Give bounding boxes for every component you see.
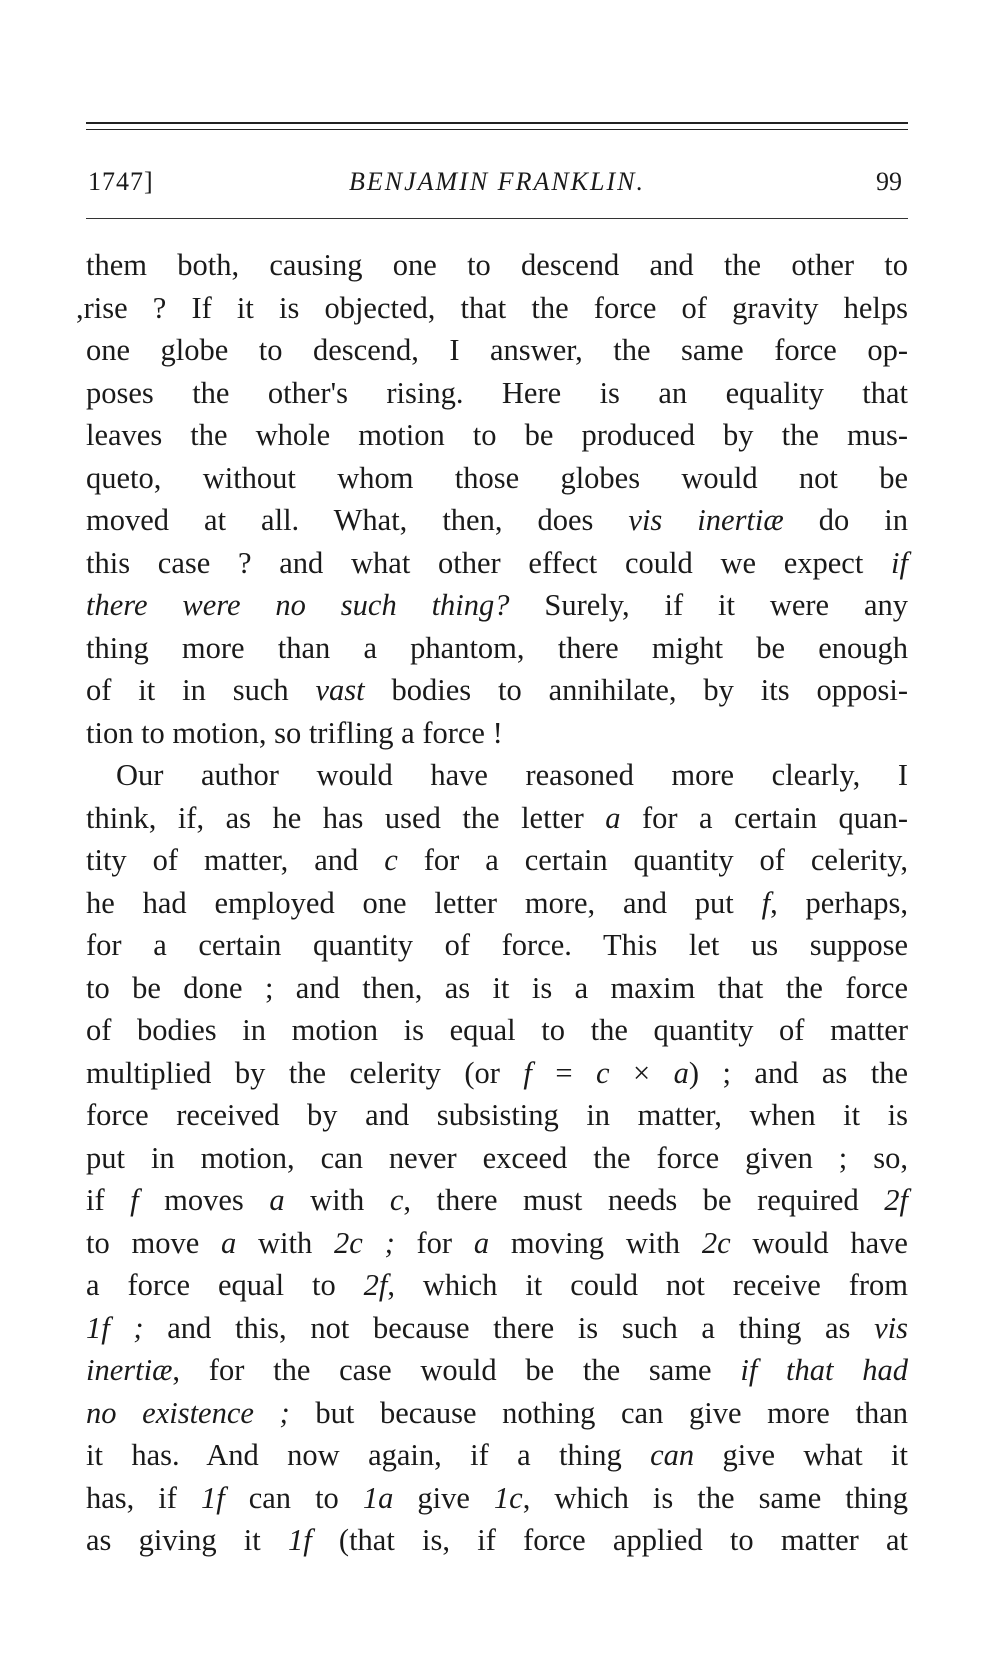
- italic-text-run: no existence ;: [86, 1395, 290, 1430]
- italic-text-run: 1f: [200, 1480, 225, 1515]
- text-run: , there must needs be required: [403, 1183, 885, 1217]
- italic-text-run: c: [384, 843, 398, 877]
- text-run: , perhaps,: [770, 885, 908, 920]
- text-run: poses the other's rising. Here is an equality that: [86, 375, 908, 410]
- text-line: [86, 499, 908, 542]
- text-run: one globe to descend, I answer, the same force op-: [86, 333, 908, 367]
- text-line: [86, 244, 908, 287]
- text-run: a force equal to: [86, 1268, 364, 1302]
- italic-text-run: vis: [874, 1310, 908, 1345]
- text-run: , which is the same thing: [522, 1480, 908, 1515]
- text-run: to move: [86, 1225, 222, 1260]
- italic-text-run: a: [221, 1225, 237, 1260]
- text-line: [86, 542, 908, 585]
- italic-text-run: 1c: [493, 1480, 523, 1515]
- italic-text-run: 2c: [701, 1225, 731, 1260]
- text-run: with: [236, 1225, 335, 1260]
- text-run: multiplied by the celerity (or: [86, 1055, 524, 1090]
- text-run: of bodies in motion is equal to the quantity of matter: [86, 1013, 908, 1047]
- italic-text-run: 1a: [362, 1480, 394, 1515]
- italic-text-run: 2f: [884, 1183, 908, 1217]
- italic-text-run: f: [523, 1055, 532, 1090]
- text-run: Surely, if it were any: [509, 588, 908, 622]
- text-run: them both, causing one to descend and the other to: [86, 248, 908, 282]
- italic-text-run: a: [269, 1183, 285, 1217]
- text-run: for: [394, 1225, 474, 1260]
- text-line: [86, 882, 908, 925]
- italic-text-run: ;: [109, 1310, 144, 1345]
- italic-text-run: can: [650, 1438, 695, 1472]
- header-rule: [86, 218, 908, 219]
- header-double-rule: [86, 122, 908, 130]
- text-run: can to: [224, 1480, 363, 1515]
- italic-text-run: 2c: [334, 1225, 363, 1260]
- text-line: [86, 924, 908, 967]
- text-line: [86, 712, 908, 755]
- italic-text-run: vis inertiæ: [628, 503, 784, 537]
- text-run: and this, not because there is such a thing as: [143, 1310, 875, 1345]
- text-run: for a certain quan-: [620, 800, 908, 835]
- text-line: [86, 584, 908, 627]
- text-run: do in: [783, 503, 908, 537]
- text-run: but because nothing can give more than: [289, 1395, 908, 1430]
- text-line: [86, 839, 908, 882]
- text-line: [86, 797, 908, 840]
- text-line: [86, 329, 908, 372]
- text-run: ×: [609, 1055, 674, 1090]
- text-run: would have: [730, 1225, 908, 1260]
- text-line: [86, 457, 908, 500]
- italic-text-run: f: [761, 885, 771, 920]
- text-line: [86, 1137, 908, 1180]
- text-run: ,rise ? If it is objected, that the force of gravity helps: [76, 290, 908, 325]
- text-run: , for the case would be the same: [172, 1353, 741, 1387]
- italic-text-run: inertiæ: [86, 1353, 173, 1387]
- text-run: (that is, if force applied to matter at: [311, 1523, 908, 1557]
- text-run: Our author would have reasoned more clearly, I: [116, 758, 908, 792]
- text-run: tion to motion, so trifling a force !: [86, 715, 503, 750]
- text-run: put in motion, can never exceed the force given ; so,: [86, 1140, 908, 1175]
- header-year: 1747]: [88, 167, 154, 196]
- text-run: bodies to annihilate, by its opposi-: [364, 673, 908, 707]
- italic-text-run: a: [473, 1225, 490, 1260]
- text-line: [86, 1094, 908, 1137]
- text-line: [76, 287, 908, 330]
- text-run: for a certain quantity of celerity,: [397, 843, 908, 877]
- page-number: 99: [876, 167, 902, 196]
- text-run: moving with: [489, 1225, 702, 1260]
- italic-text-run: c: [595, 1055, 610, 1090]
- text-run: of it in such: [86, 673, 316, 707]
- text-line: [86, 1519, 908, 1562]
- header-title: BENJAMIN FRANKLIN.: [349, 167, 645, 196]
- text-run: he had employed one letter more, and put: [86, 885, 762, 920]
- text-line: [86, 754, 908, 797]
- italic-text-run: f: [130, 1183, 139, 1217]
- text-line: [86, 1434, 908, 1477]
- text-line: [86, 1307, 908, 1350]
- italic-text-run: ;: [362, 1225, 395, 1260]
- text-run: this case ? and what other effect could we expect: [86, 545, 892, 580]
- text-run: thing more than a phantom, there might be enough: [86, 630, 908, 665]
- text-run: tity of matter, and: [86, 843, 385, 877]
- text-run: if: [86, 1183, 131, 1217]
- text-run: to be done ; and then, as it is a maxim that the force: [86, 970, 908, 1005]
- text-run: , which it could not receive from: [387, 1268, 908, 1302]
- text-line: [86, 1179, 908, 1222]
- text-run: =: [531, 1055, 596, 1090]
- text-line: [86, 1222, 908, 1265]
- text-line: [86, 1264, 908, 1307]
- text-run: force received by and subsisting in matter, when it is: [86, 1098, 908, 1132]
- text-run: think, if, as he has used the letter: [86, 800, 606, 835]
- italic-text-run: 1f: [86, 1310, 110, 1345]
- italic-text-run: if: [891, 545, 908, 580]
- text-run: as giving it: [86, 1523, 288, 1557]
- italic-text-run: c: [389, 1183, 404, 1217]
- text-run: for a certain quantity of force. This let us suppose: [86, 928, 908, 962]
- text-run: it has. And now again, if a thing: [86, 1438, 651, 1472]
- italic-text-run: 1f: [287, 1523, 312, 1557]
- text-line: [86, 372, 908, 415]
- text-run: moves: [138, 1183, 270, 1217]
- text-run: with: [284, 1183, 390, 1217]
- text-run: queto, without whom those globes would not be: [86, 460, 908, 495]
- text-line: [86, 1392, 908, 1435]
- text-run: moved at all. What, then, does: [86, 503, 629, 537]
- running-header: [86, 160, 908, 204]
- text-line: [86, 1349, 908, 1392]
- italic-text-run: 2f: [363, 1268, 388, 1302]
- italic-text-run: if that had: [740, 1353, 908, 1387]
- italic-text-run: a: [605, 800, 621, 835]
- text-line: [86, 967, 908, 1010]
- text-run: give what it: [694, 1438, 908, 1472]
- text-run: has, if: [86, 1480, 201, 1515]
- italic-text-run: a: [673, 1055, 689, 1090]
- text-line: [86, 669, 908, 712]
- text-line: [86, 414, 908, 457]
- text-run: leaves the whole motion to be produced by the mus-: [86, 418, 908, 452]
- text-line: [86, 1009, 908, 1052]
- italic-text-run: there were no such thing?: [86, 588, 510, 622]
- text-run: ) ; and as the: [688, 1055, 909, 1090]
- text-line: [86, 1477, 908, 1520]
- text-line: [86, 627, 908, 670]
- text-run: give: [393, 1480, 494, 1515]
- text-line: [86, 1052, 908, 1095]
- body-text: [76, 244, 909, 1562]
- italic-text-run: vast: [315, 673, 365, 707]
